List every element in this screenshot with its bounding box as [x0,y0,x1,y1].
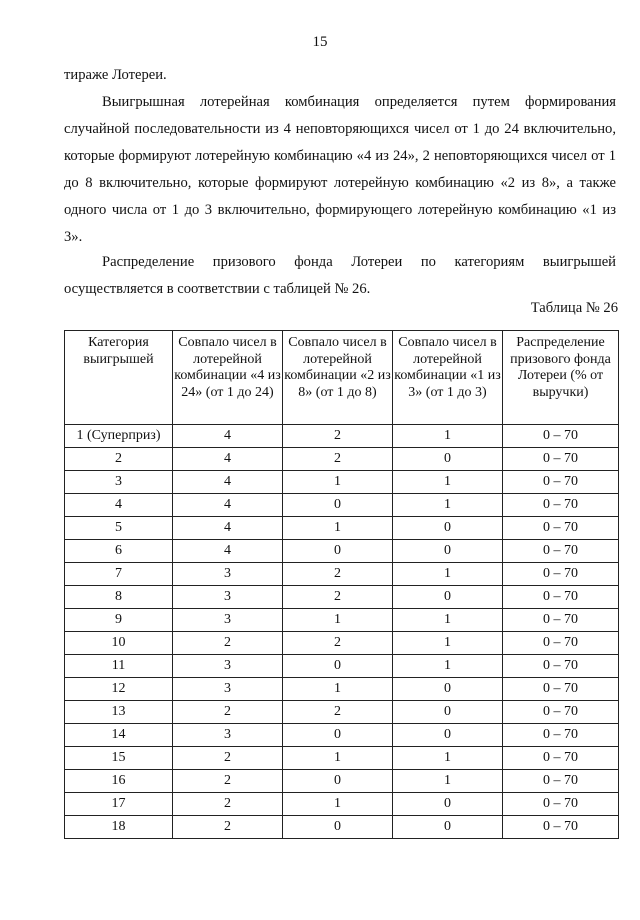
cell-prize-share: 0 – 70 [503,586,619,609]
header-match-2-of-8: Совпало чисел в лотерейной комбинации «2 из 8» (от 1 до 8) [283,331,393,425]
table-row [65,770,619,793]
cell-prize-share: 0 – 70 [503,770,619,793]
cell-match-2-of-8: 1 [283,793,393,816]
cell-category: 8 [65,586,173,609]
cell-match-1-of-3: 0 [393,448,503,471]
table-row [65,540,619,563]
cell-prize-share: 0 – 70 [503,540,619,563]
cell-match-4-of-24: 4 [173,517,283,540]
cell-match-2-of-8: 0 [283,540,393,563]
header-prize-share: Распределение призового фонда Лотереи (% от выручки) [503,331,619,425]
cell-match-4-of-24: 2 [173,770,283,793]
cell-prize-share: 0 – 70 [503,816,619,839]
cell-match-2-of-8: 0 [283,770,393,793]
cell-match-4-of-24: 2 [173,701,283,724]
table-row [65,586,619,609]
cell-category: 17 [65,793,173,816]
table-row [65,793,619,816]
cell-category: 16 [65,770,173,793]
cell-match-4-of-24: 2 [173,632,283,655]
cell-category: 12 [65,678,173,701]
cell-prize-share: 0 – 70 [503,724,619,747]
cell-prize-share: 0 – 70 [503,471,619,494]
cell-category: 2 [65,448,173,471]
cell-match-4-of-24: 4 [173,448,283,471]
cell-match-1-of-3: 0 [393,724,503,747]
table-row [65,655,619,678]
cell-match-1-of-3: 1 [393,494,503,517]
cell-match-1-of-3: 0 [393,816,503,839]
paragraph-continuation: тираже Лотереи. [64,67,167,83]
table-row [65,448,619,471]
cell-match-1-of-3: 0 [393,678,503,701]
table-row [65,816,619,839]
cell-category: 10 [65,632,173,655]
cell-category: 11 [65,655,173,678]
cell-match-1-of-3: 0 [393,793,503,816]
cell-match-2-of-8: 2 [283,632,393,655]
cell-category: 1 (Суперприз) [65,425,173,448]
cell-prize-share: 0 – 70 [503,609,619,632]
page-number: 15 [312,34,328,50]
table-row [65,678,619,701]
cell-match-1-of-3: 0 [393,701,503,724]
cell-prize-share: 0 – 70 [503,701,619,724]
paragraph-prize-distribution: Распределение призового фонда Лотереи по категориям выигрышей осуществляется в соответствии с таблицей № 26. [64,254,616,297]
cell-match-4-of-24: 4 [173,471,283,494]
cell-match-1-of-3: 1 [393,425,503,448]
table-row [65,494,619,517]
cell-match-4-of-24: 2 [173,816,283,839]
cell-match-2-of-8: 0 [283,655,393,678]
cell-prize-share: 0 – 70 [503,448,619,471]
cell-match-2-of-8: 1 [283,609,393,632]
cell-match-2-of-8: 2 [283,586,393,609]
cell-match-2-of-8: 1 [283,747,393,770]
cell-category: 5 [65,517,173,540]
cell-match-4-of-24: 2 [173,747,283,770]
cell-match-4-of-24: 3 [173,655,283,678]
cell-category: 7 [65,563,173,586]
table-row [65,747,619,770]
prize-table [64,330,619,839]
table-row [65,425,619,448]
cell-prize-share: 0 – 70 [503,425,619,448]
cell-category: 13 [65,701,173,724]
cell-match-1-of-3: 0 [393,540,503,563]
cell-category: 3 [65,471,173,494]
cell-match-4-of-24: 4 [173,540,283,563]
cell-match-4-of-24: 2 [173,793,283,816]
table-row [65,609,619,632]
cell-match-1-of-3: 1 [393,747,503,770]
table-row [65,563,619,586]
cell-match-1-of-3: 1 [393,655,503,678]
table-header-row [65,331,619,425]
table-row [65,724,619,747]
cell-match-4-of-24: 4 [173,494,283,517]
cell-match-4-of-24: 3 [173,609,283,632]
paragraph-winning-combination: Выигрышная лотерейная комбинация определяется путем формирования случайной последовательности из 4 неповторяющихся чисел от 1 до 24 включительно, которые формируют лотерейную комбинацию «4 из 24», 2 неповторяющихся чисел от 1 до 8 включительно, которые формируют лотерейную комбинацию «2 из 8», а также одного числа от 1 до 3 включительно, формирующего лотерейную комбинацию «1 из 3». [64,94,616,245]
cell-match-4-of-24: 3 [173,678,283,701]
cell-match-1-of-3: 1 [393,563,503,586]
cell-category: 9 [65,609,173,632]
cell-match-1-of-3: 1 [393,632,503,655]
cell-prize-share: 0 – 70 [503,563,619,586]
table-body [65,425,619,839]
table-row [65,701,619,724]
cell-match-4-of-24: 3 [173,563,283,586]
header-match-4-of-24: Совпало чисел в лотерейной комбинации «4 из 24» (от 1 до 24) [173,331,283,425]
cell-prize-share: 0 – 70 [503,678,619,701]
cell-match-1-of-3: 0 [393,586,503,609]
cell-prize-share: 0 – 70 [503,747,619,770]
table-row [65,632,619,655]
cell-match-2-of-8: 0 [283,724,393,747]
cell-match-2-of-8: 1 [283,517,393,540]
cell-match-2-of-8: 1 [283,678,393,701]
cell-prize-share: 0 – 70 [503,793,619,816]
cell-prize-share: 0 – 70 [503,632,619,655]
cell-match-2-of-8: 2 [283,425,393,448]
cell-category: 6 [65,540,173,563]
cell-match-2-of-8: 2 [283,563,393,586]
cell-match-2-of-8: 1 [283,471,393,494]
cell-match-4-of-24: 3 [173,586,283,609]
cell-match-1-of-3: 1 [393,471,503,494]
cell-category: 15 [65,747,173,770]
header-match-1-of-3: Совпало чисел в лотерейной комбинации «1 из 3» (от 1 до 3) [393,331,503,425]
cell-category: 18 [65,816,173,839]
cell-match-1-of-3: 1 [393,609,503,632]
cell-prize-share: 0 – 70 [503,655,619,678]
cell-match-2-of-8: 0 [283,816,393,839]
cell-prize-share: 0 – 70 [503,494,619,517]
cell-match-4-of-24: 4 [173,425,283,448]
cell-match-2-of-8: 0 [283,494,393,517]
cell-match-1-of-3: 1 [393,770,503,793]
cell-category: 4 [65,494,173,517]
cell-prize-share: 0 – 70 [503,517,619,540]
header-category: Категория выигрышей [65,331,173,425]
table-caption: Таблица № 26 [530,300,618,316]
cell-match-2-of-8: 2 [283,448,393,471]
cell-match-4-of-24: 3 [173,724,283,747]
table-row [65,471,619,494]
cell-category: 14 [65,724,173,747]
cell-match-2-of-8: 2 [283,701,393,724]
cell-match-1-of-3: 0 [393,517,503,540]
table-row [65,517,619,540]
